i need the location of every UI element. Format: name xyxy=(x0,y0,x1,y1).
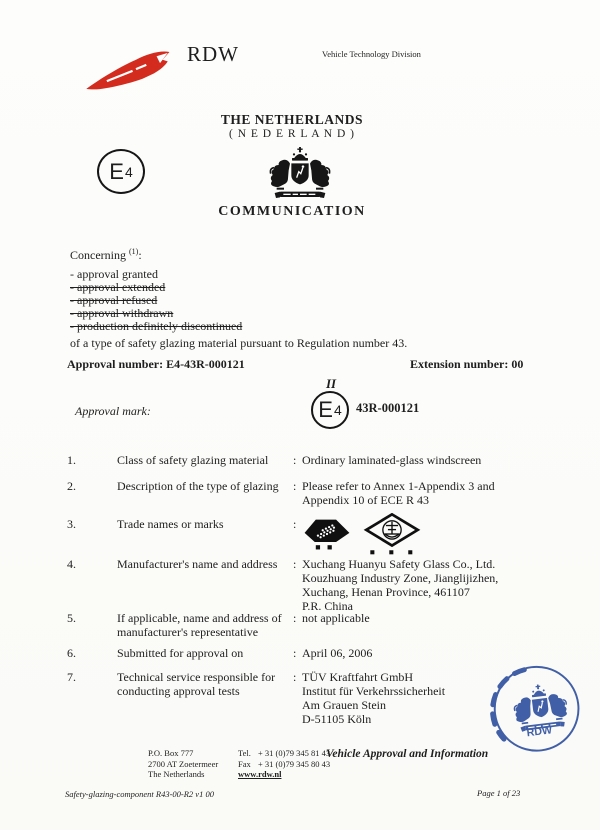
concerning-option: - approval withdrawn xyxy=(70,306,174,320)
item-colon: : xyxy=(293,646,297,660)
footer-contact xyxy=(238,748,330,780)
communication-title: COMMUNICATION xyxy=(218,204,366,219)
division-label: Vehicle Technology Division xyxy=(322,49,421,59)
item-value: TÜV Kraftfahrt GmbH Institut für Verkehrssicherheit Am Grauen Stein D-51105 Köln xyxy=(302,670,446,726)
item-number: 4. xyxy=(67,557,76,571)
e4-mark xyxy=(97,149,145,194)
e4-approval-digit: 4 xyxy=(333,402,342,418)
item-label: Class of safety glazing material xyxy=(117,453,269,467)
trademark-diamond-logo xyxy=(363,513,421,555)
item-colon: : xyxy=(293,611,297,625)
concerning-closing: of a type of safety glazing material pursuant to Regulation number 43. xyxy=(70,336,408,350)
footer-fax: Fax + 31 (0)79 345 80 43 xyxy=(238,758,331,769)
footer-tagline: Vehicle Approval and Information xyxy=(326,748,489,760)
item-colon: : xyxy=(293,479,297,493)
item-number: 5. xyxy=(67,611,76,625)
document-reference: Safety-glazing-component R43-00-R2 v1 00 xyxy=(65,789,214,799)
approval-mark-number: 43R-000121 xyxy=(356,401,420,415)
e4-approval-mark xyxy=(311,391,349,429)
e4-mark-digit: 4 xyxy=(124,163,133,180)
e4-approval-letter: E xyxy=(318,397,333,422)
item-value: Ordinary laminated-glass windscreen xyxy=(302,453,482,467)
stamp-text: RDW xyxy=(526,724,553,740)
item-number: 1. xyxy=(67,453,76,467)
item-label: Manufacturer's name and address xyxy=(117,557,278,571)
item-number: 7. xyxy=(67,670,76,684)
concerning-option: - approval granted xyxy=(70,267,158,281)
trademark-logos xyxy=(303,513,421,555)
item-number: 6. xyxy=(67,646,76,660)
item-value: April 06, 2006 xyxy=(302,646,373,660)
footer-tel: Tel. + 31 (0)79 345 81 43 xyxy=(238,748,331,758)
item-label: If applicable, name and address of manufacturer's representative xyxy=(117,611,282,639)
concerning-option: - approval refused xyxy=(70,293,158,307)
item-value: Xuchang Huanyu Safety Glass Co., Ltd. Kouzhuang Industry Zone, Jianglijizhen, Xuchang, Henan Province, 461107 P.R. China xyxy=(302,557,499,613)
e4-mark-letter: E xyxy=(109,158,124,184)
concerning-option: - production definitely discontinued xyxy=(70,319,243,333)
footer-website: www.rdw.nl xyxy=(238,769,282,779)
country-native: ( N E D E R L A N D ) xyxy=(229,128,355,140)
approval-mark-label: Approval mark: xyxy=(75,404,151,418)
item-colon: : xyxy=(293,670,297,684)
item-number: 3. xyxy=(67,517,76,531)
brand-name: RDW xyxy=(187,42,239,66)
item-label: Technical service responsible for conducting approval tests xyxy=(117,670,276,698)
rdw-stamp xyxy=(476,650,599,775)
coat-of-arms xyxy=(260,147,340,203)
item-colon: : xyxy=(293,557,297,571)
page-number: Page 1 of 23 xyxy=(477,788,521,798)
concerning-option: - approval extended xyxy=(70,280,166,294)
trademark-hexagon-logo xyxy=(303,514,351,554)
item-label: Description of the type of glazing xyxy=(117,479,279,493)
item-number: 2. xyxy=(67,479,76,493)
item-colon: : xyxy=(293,453,297,467)
concerning-label: Concerning $^{(1)}$: xyxy=(70,247,142,262)
item-value: Please refer to Annex 1-Appendix 3 and Appendix 10 of ECE R 43 xyxy=(302,479,495,507)
rdw-logo xyxy=(82,46,178,94)
item-label: Trade names or marks xyxy=(117,517,224,531)
country-title: THE NETHERLANDS xyxy=(220,112,364,127)
footer-address: P.O. Box 777 2700 AT Zoetermeer The Netherlands xyxy=(148,748,219,779)
footnote-ref: (1) xyxy=(129,247,139,256)
item-value: not applicable xyxy=(302,611,370,625)
item-colon: : xyxy=(293,517,297,531)
approval-number: Approval number: E4-43R-000121 xyxy=(67,357,245,371)
item-label: Submitted for approval on xyxy=(117,646,244,660)
roman-numeral: II xyxy=(326,376,337,391)
extension-number: Extension number: 00 xyxy=(410,357,524,371)
